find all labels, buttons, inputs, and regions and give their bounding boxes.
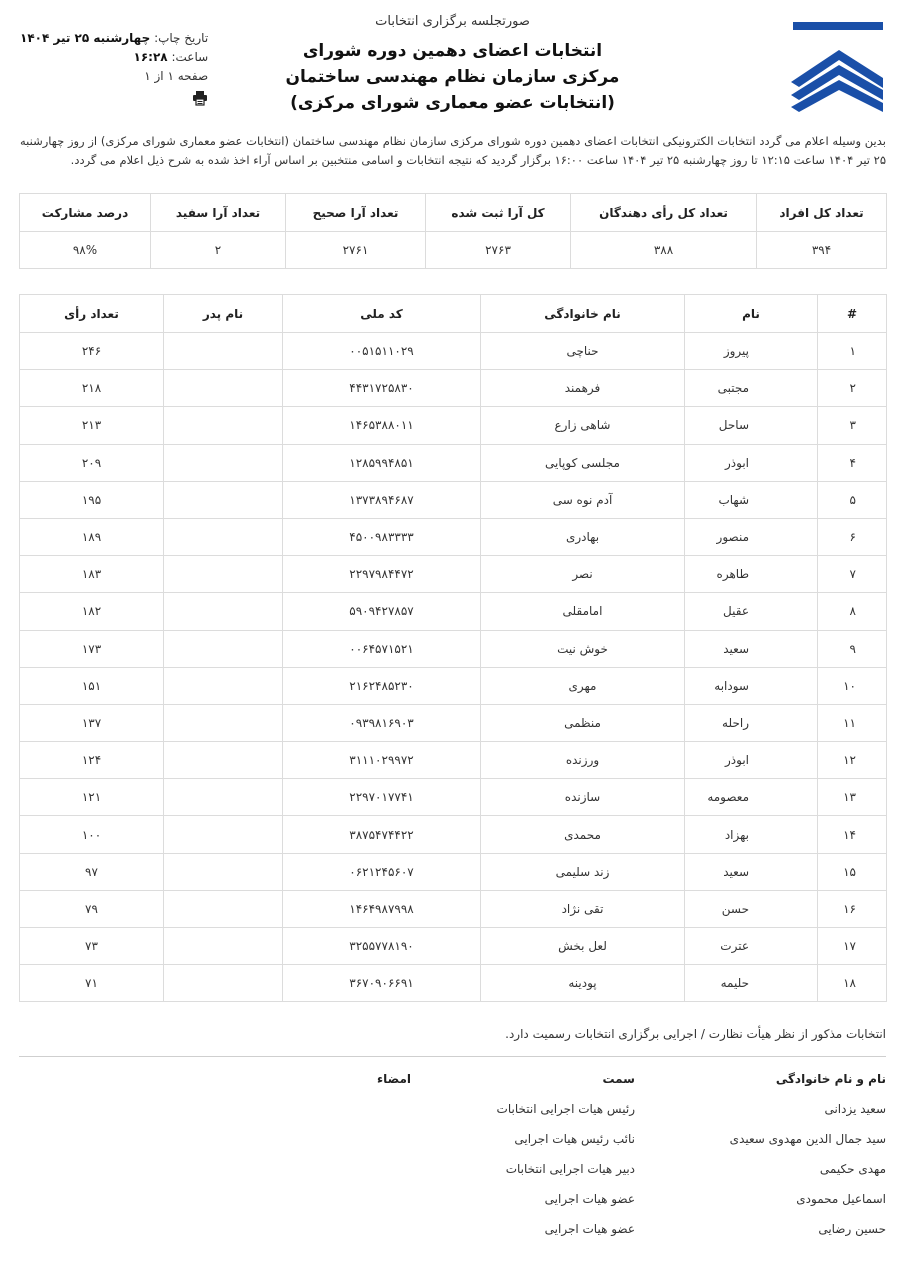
cell-vote-count: ۲۱۳ [20,407,164,444]
votes-header-first-name: نام [685,295,818,333]
cell-national-id: ۰۶۲۱۲۴۵۶۰۷ [283,853,481,890]
signature-header-name: نام و نام خانوادگی [775,1072,886,1086]
votes-table [19,294,887,1002]
signature-name: اسماعیل محمودی [796,1192,886,1206]
cell-national-id: ۰۹۳۹۸۱۶۹۰۳ [283,704,481,741]
signature-name: مهدی حکیمی [819,1162,886,1176]
votes-header-last-name: نام خانوادگی [481,295,685,333]
cell-index: ۳ [818,407,887,444]
cell-father-name [164,407,283,444]
print-date-label: تاریخ چاپ: [154,31,209,45]
cell-first-name: بهزاد [685,816,818,853]
summary-value-total-people: ۳۹۴ [757,232,887,269]
table-row [20,667,887,704]
cell-father-name [164,667,283,704]
cell-first-name: شهاب [685,481,818,518]
cell-father-name [164,370,283,407]
cell-first-name: منصور [685,518,818,555]
signature-role: عضو هیات اجرایی [544,1222,635,1236]
cell-vote-count: ۱۹۵ [20,481,164,518]
print-time-value: ۱۶:۲۸ [133,50,168,64]
cell-national-id: ۵۹۰۹۴۲۷۸۵۷ [283,593,481,630]
cell-index: ۱۰ [818,667,887,704]
cell-father-name [164,481,283,518]
print-meta [20,29,208,106]
print-date [20,29,208,48]
cell-national-id: ۲۱۶۲۴۸۵۲۳۰ [283,667,481,704]
table-row [20,704,887,741]
table-row [20,853,887,890]
table-row [20,333,887,370]
signature-name: سید جمال الدین مهدوی سعیدی [729,1132,886,1146]
cell-index: ۱۱ [818,704,887,741]
cell-first-name: راحله [685,704,818,741]
cell-vote-count: ۱۳۷ [20,704,164,741]
printer-icon[interactable] [192,90,208,106]
table-row [20,928,887,965]
cell-father-name [164,779,283,816]
summary-value-row [20,232,887,269]
votes-header-index: # [818,295,887,333]
cell-last-name: بهادری [481,518,685,555]
cell-index: ۴ [818,444,887,481]
cell-vote-count: ۱۵۱ [20,667,164,704]
cell-vote-count: ۱۲۴ [20,742,164,779]
cell-first-name: حسن [685,890,818,927]
cell-vote-count: ۷۹ [20,890,164,927]
cell-father-name [164,444,283,481]
cell-index: ۱ [818,333,887,370]
cell-last-name: سازنده [481,779,685,816]
cell-vote-count: ۱۰۰ [20,816,164,853]
cell-national-id: ۱۴۶۴۹۸۷۹۹۸ [283,890,481,927]
cell-vote-count: ۱۸۹ [20,518,164,555]
cell-last-name: نصر [481,556,685,593]
cell-index: ۵ [818,481,887,518]
cell-national-id: ۰۰۶۴۵۷۱۵۲۱ [283,630,481,667]
cell-vote-count: ۱۸۲ [20,593,164,630]
cell-vote-count: ۲۴۶ [20,333,164,370]
signature-role: عضو هیات اجرایی [544,1192,635,1206]
cell-last-name: منظمی [481,704,685,741]
print-time-label: ساعت: [171,50,209,64]
signature-role: رئیس هیات اجرایی انتخابات [496,1102,635,1116]
cell-last-name: خوش نیت [481,630,685,667]
summary-header-participation: درصد مشارکت [20,194,151,232]
cell-index: ۸ [818,593,887,630]
title-line-2: مرکزی سازمان نظام مهندسی ساختمان [285,67,620,87]
votes-header-row [20,295,887,333]
cell-father-name [164,853,283,890]
cell-father-name [164,593,283,630]
cell-national-id: ۳۶۷۰۹۰۶۶۹۱ [283,965,481,1002]
cell-father-name [164,518,283,555]
cell-last-name: زند سلیمی [481,853,685,890]
cell-first-name: ساحل [685,407,818,444]
summary-header-valid-votes: تعداد آرا صحیح [286,194,426,232]
cell-last-name: امامقلی [481,593,685,630]
cell-index: ۱۲ [818,742,887,779]
title-block [230,14,675,116]
summary-value-total-voters: ۳۸۸ [571,232,757,269]
summary-value-participation: ۹۸% [20,232,151,269]
cell-national-id: ۳۲۵۵۷۷۸۱۹۰ [283,928,481,965]
cell-vote-count: ۱۷۳ [20,630,164,667]
cell-vote-count: ۲۰۹ [20,444,164,481]
signature-header-role: سمت [602,1072,635,1086]
cell-vote-count: ۱۲۱ [20,779,164,816]
cell-first-name: حلیمه [685,965,818,1002]
cell-last-name: حناچی [481,333,685,370]
cell-last-name: شاهی زارع [481,407,685,444]
table-row [20,630,887,667]
table-row [20,518,887,555]
cell-first-name: سعید [685,853,818,890]
intro-paragraph: بدین وسیله اعلام می گردد انتخابات الکترونیکی انتخابات اعضای دهمین دوره شورای مرکزی سازمان نظام مهندسی ساختمان (انتخابات عضو معماری شورای مرکزی) از روز چهارشنبه ۲۵ تیر ۱۴۰۴ ساعت ۱۲:۱۵ تا روز چهارشنبه ۲۵ تیر ۱۴۰۴ ساعت ۱۶:۰۰ برگزار گردید که نتیجه انتخابات و اسامی منتخبین بر اساس آراء اخذ شده به شرح ذیل اعلام می گردد. [20,134,886,167]
summary-header-total-votes: کل آرا ثبت شده [426,194,571,232]
cell-last-name: محمدی [481,816,685,853]
document-kind: صورتجلسه برگزاری انتخابات [375,14,530,29]
legitimacy-note: انتخابات مذکور از نظر هیأت نظارت / اجرایی برگزاری انتخابات رسمیت دارد. [505,1027,886,1041]
table-row [20,370,887,407]
print-time [20,48,208,67]
table-row [20,742,887,779]
summary-value-total-votes: ۲۷۶۳ [426,232,571,269]
summary-header-row [20,194,887,232]
signature-header-sign: امضاء [376,1072,411,1086]
cell-index: ۶ [818,518,887,555]
cell-first-name: سودابه [685,667,818,704]
cell-first-name: عقیل [685,593,818,630]
cell-father-name [164,556,283,593]
cell-father-name [164,965,283,1002]
cell-index: ۱۴ [818,816,887,853]
signature-name: سعید یزدانی [824,1102,886,1116]
summary-value-blank-votes: ۲ [151,232,286,269]
cell-father-name [164,704,283,741]
cell-first-name: معصومه [685,779,818,816]
cell-index: ۱۷ [818,928,887,965]
table-row [20,407,887,444]
cell-first-name: ابوذر [685,444,818,481]
votes-table-body [20,333,887,1002]
cell-index: ۷ [818,556,887,593]
cell-last-name: آدم نوه سی [481,481,685,518]
cell-national-id: ۲۲۹۷۹۸۴۴۷۲ [283,556,481,593]
cell-index: ۱۳ [818,779,887,816]
title-line-1: انتخابات اعضای دهمین دوره شورای [302,41,603,61]
cell-vote-count: ۷۱ [20,965,164,1002]
cell-national-id: ۴۵۰۰۹۸۳۳۳۳ [283,518,481,555]
cell-national-id: ۱۴۶۵۳۸۸۰۱۱ [283,407,481,444]
cell-index: ۹ [818,630,887,667]
print-date-value: چهارشنبه ۲۵ تیر ۱۴۰۴ [20,31,151,45]
table-row [20,481,887,518]
cell-index: ۱۸ [818,965,887,1002]
summary-value-valid-votes: ۲۷۶۱ [286,232,426,269]
cell-national-id: ۱۳۷۳۸۹۴۶۸۷ [283,481,481,518]
table-row [20,816,887,853]
cell-last-name: مهری [481,667,685,704]
table-row [20,444,887,481]
cell-national-id: ۴۴۳۱۷۲۵۸۳۰ [283,370,481,407]
title-line-3: (انتخابات عضو معماری شورای مرکزی) [290,93,615,113]
cell-vote-count: ۲۱۸ [20,370,164,407]
cell-last-name: تقی نژاد [481,890,685,927]
cell-last-name: مجلسی کوپایی [481,444,685,481]
signature-role: نائب رئیس هیات اجرایی [514,1132,635,1146]
cell-first-name: سعید [685,630,818,667]
cell-father-name [164,928,283,965]
page-info: صفحه ۱ از ۱ [144,69,209,83]
cell-vote-count: ۱۸۳ [20,556,164,593]
signature-name: حسین رضایی [818,1222,886,1236]
cell-index: ۱۵ [818,853,887,890]
cell-index: ۱۶ [818,890,887,927]
summary-header-blank-votes: تعداد آرا سفید [151,194,286,232]
cell-national-id: ۳۸۷۵۴۷۴۴۲۲ [283,816,481,853]
cell-father-name [164,742,283,779]
cell-last-name: فرهمند [481,370,685,407]
cell-national-id: ۲۲۹۷۰۱۷۷۴۱ [283,779,481,816]
votes-header-vote-count: تعداد رأی [20,295,164,333]
cell-first-name: پیروز [685,333,818,370]
cell-vote-count: ۹۷ [20,853,164,890]
cell-national-id: ۳۱۱۱۰۲۹۹۷۲ [283,742,481,779]
summary-header-total-voters: تعداد کل رأی دهندگان [571,194,757,232]
cell-index: ۲ [818,370,887,407]
cell-last-name: پودینه [481,965,685,1002]
summary-header-total-people: تعداد کل افراد [757,194,887,232]
cell-father-name [164,890,283,927]
cell-first-name: ابوذر [685,742,818,779]
table-row [20,593,887,630]
table-row [20,556,887,593]
votes-header-national-id: کد ملی [283,295,481,333]
cell-first-name: طاهره [685,556,818,593]
cell-father-name [164,630,283,667]
cell-father-name [164,816,283,853]
votes-header-father-name: نام پدر [164,295,283,333]
organization-logo-icon [791,20,885,112]
table-row [20,965,887,1002]
signature-role: دبیر هیات اجرایی انتخابات [505,1162,635,1176]
cell-last-name: لعل بخش [481,928,685,965]
table-row [20,890,887,927]
divider [19,1056,886,1057]
summary-table [19,193,887,269]
document-header [0,0,905,125]
cell-last-name: ورزنده [481,742,685,779]
cell-first-name: عترت [685,928,818,965]
cell-first-name: مجتبی [685,370,818,407]
table-row [20,779,887,816]
cell-national-id: ۰۰۵۱۵۱۱۰۲۹ [283,333,481,370]
cell-national-id: ۱۲۸۵۹۹۴۸۵۱ [283,444,481,481]
cell-vote-count: ۷۳ [20,928,164,965]
cell-father-name [164,333,283,370]
